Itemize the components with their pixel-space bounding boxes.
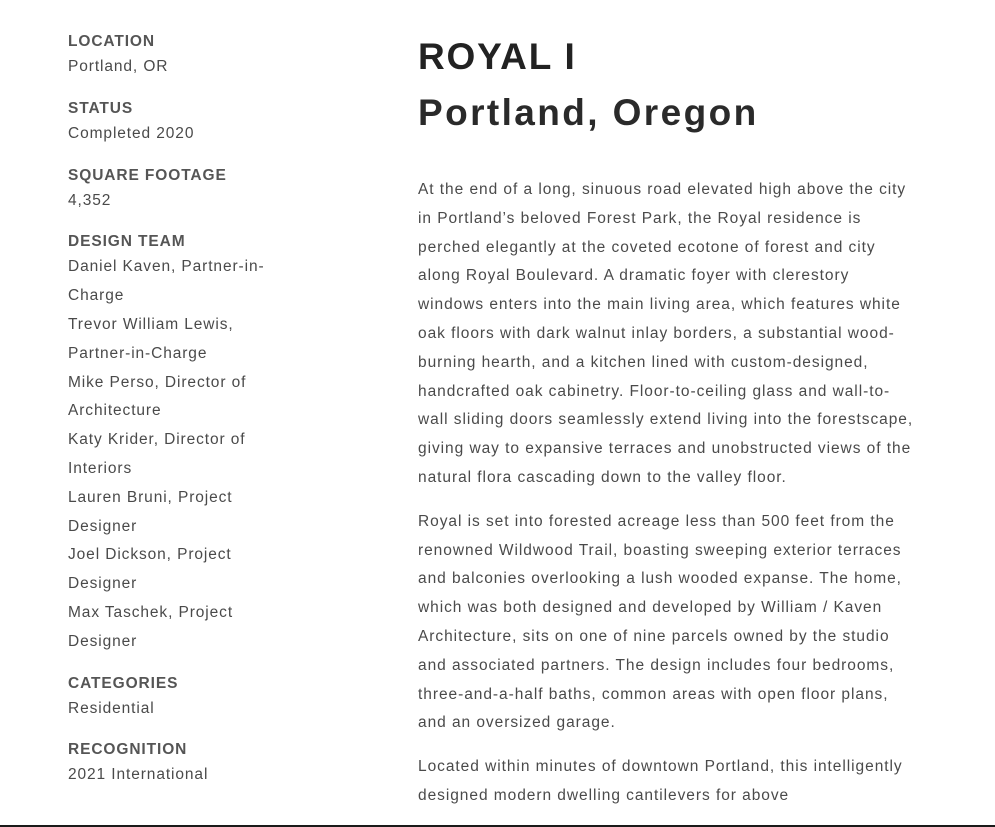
description-paragraph: Located within minutes of downtown Portland, this intelligently designed modern dwelling cantilevers for above	[418, 758, 903, 804]
square-footage-label: SQUARE FOOTAGE	[68, 166, 227, 184]
project-main-content	[418, 34, 918, 826]
team-member: Katy Krider, Director of Interiors	[68, 431, 246, 477]
categories-section	[68, 672, 288, 724]
status-value: Completed 2020	[68, 124, 195, 142]
project-subtitle: Portland, Oregon	[418, 92, 759, 133]
team-member: Mike Perso, Director of Architecture	[68, 373, 247, 420]
location-section	[68, 30, 288, 82]
team-member: Max Taschek, Project Designer	[68, 603, 234, 650]
project-details-sidebar	[68, 30, 288, 790]
categories-value: Residential	[68, 699, 155, 717]
project-title: ROYAL I	[418, 36, 577, 77]
description-paragraph: Royal is set into forested acreage less than 500 feet from the renowned Wildwood Trail, boasting sweeping exterior terraces and balconies overlooking a lush wooded expanse. The home, which was both designed and developed by William / Kaven Architecture, sits on one of nine parcels owned by the studio and associated partners. The design includes four bedrooms, three-and-a-half baths, common areas with open floor plans, and an oversized garage.	[418, 512, 902, 732]
location-value: Portland, OR	[68, 58, 169, 75]
recognition-section	[68, 738, 288, 790]
status-section	[68, 97, 288, 149]
recognition-value: 2021 International	[68, 766, 209, 784]
project-description	[418, 176, 918, 811]
design-team-label: DESIGN TEAM	[68, 233, 186, 251]
team-member: Trevor William Lewis, Partner-in-Charge	[68, 315, 234, 362]
square-footage-value: 4,352	[68, 191, 112, 209]
square-footage-section	[68, 164, 288, 216]
team-member: Joel Dickson, Project Designer	[68, 546, 232, 593]
recognition-label: RECOGNITION	[68, 741, 188, 759]
description-paragraph: At the end of a long, sinuous road elevated high above the city in Portland’s beloved Forest Park, the Royal residence is perched elegantly at the coveted ecotone of forest and city along Royal Boulevard. A dramatic foyer with clerestory windows enters into the main living area, which features white oak floors with dark walnut inlay borders, a substantial wood-burning hearth, and a kitchen lined with custom-designed, handcrafted oak cabinetry. Floor-to-ceiling glass and wall-to-wall sliding doors seamlessly extend living into the forestscape, giving way to expansive terraces and unobstructed views of the natural flora cascading down to the valley floor.	[418, 181, 914, 486]
team-member: Lauren Bruni, Project Designer	[68, 488, 233, 535]
design-team-section	[68, 230, 288, 656]
status-label: STATUS	[68, 99, 134, 117]
categories-label: CATEGORIES	[68, 674, 179, 692]
team-member: Daniel Kaven, Partner-in-Charge	[68, 258, 265, 305]
location-label: LOCATION	[68, 33, 155, 50]
